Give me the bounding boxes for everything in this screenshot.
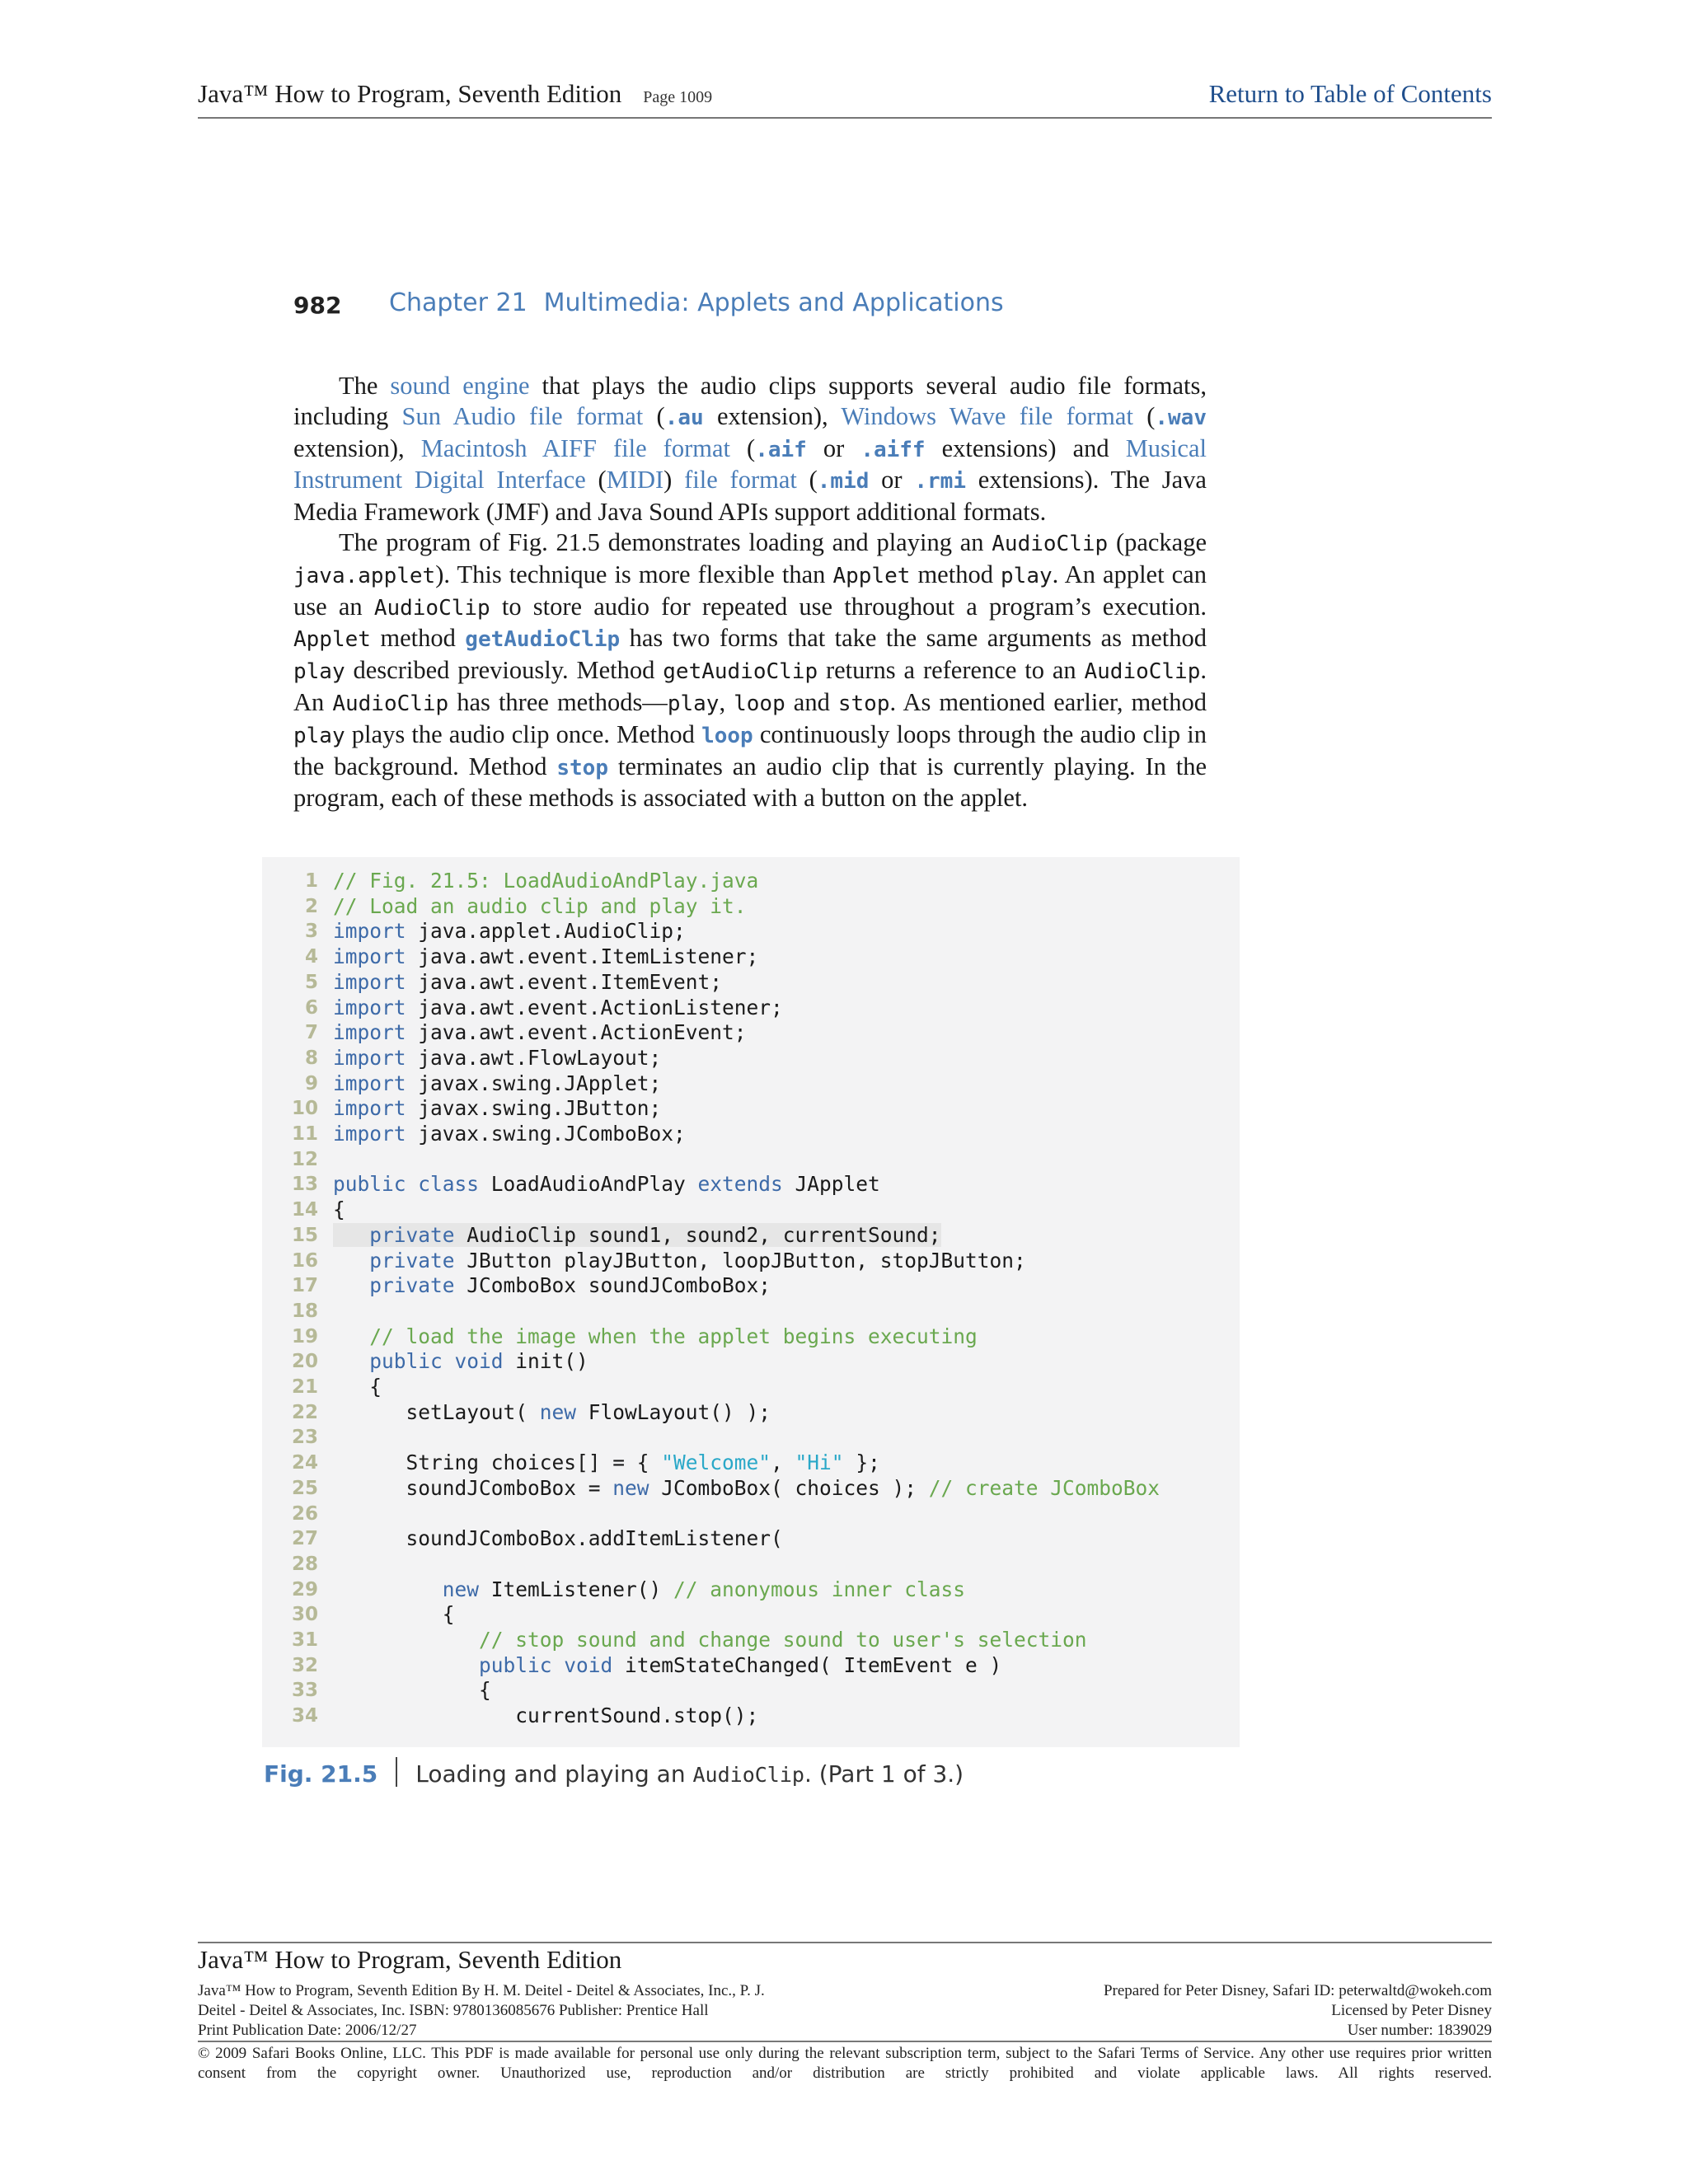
code-token: java.awt.event.ItemEvent; <box>406 969 723 994</box>
code-term: java.applet <box>293 563 436 588</box>
code-keyword: import <box>333 1020 406 1045</box>
top-header <box>198 76 1492 119</box>
chapter-title: Multimedia: Applets and Applications <box>543 288 1004 317</box>
code-text <box>333 1678 491 1702</box>
code-token: LoadAudioAndPlay <box>479 1172 698 1197</box>
line-number: 30 <box>291 1604 318 1626</box>
code-keyword: private <box>369 1273 455 1298</box>
code-text <box>333 1249 1026 1272</box>
code-text <box>333 1476 1160 1500</box>
text: extensions) and <box>925 434 1126 462</box>
code-line <box>262 1147 1240 1173</box>
return-to-toc-link[interactable]: Return to Table of Contents <box>1208 79 1492 108</box>
code-token: JApplet <box>782 1172 880 1197</box>
term-sun-audio: Sun Audio file format <box>401 401 644 430</box>
ext-aiff: .aiff <box>860 437 926 462</box>
code-term: Applet <box>293 627 371 653</box>
code-token: setLayout( <box>333 1399 540 1424</box>
ext-mid: .mid <box>817 469 870 494</box>
code-text <box>333 1628 1087 1652</box>
line-number: 22 <box>291 1401 318 1423</box>
code-term: stop <box>837 691 890 716</box>
code-comment: // stop sound and change sound to user's selection <box>479 1628 1087 1652</box>
code-token: , <box>771 1451 795 1475</box>
line-number: 2 <box>304 895 318 917</box>
code-text <box>333 1349 588 1373</box>
code-text <box>333 1122 686 1146</box>
text: ). This technique is more flexible than <box>435 560 833 588</box>
text: extension), <box>293 434 421 462</box>
code-token <box>333 1628 479 1652</box>
code-line <box>262 1653 1240 1679</box>
text: (package <box>1108 527 1207 556</box>
code-token: String choices[] = { <box>333 1451 662 1475</box>
text: described previously. Method <box>345 656 663 685</box>
code-token: ItemListener() <box>479 1577 674 1601</box>
code-token: JComboBox( choices ); <box>649 1475 929 1500</box>
code-line <box>262 919 1240 944</box>
ext-au: .au <box>664 405 704 430</box>
footer-divider <box>198 2041 1492 2042</box>
code-term: AudioClip <box>332 691 449 716</box>
code-token <box>333 1324 369 1348</box>
text: . As mentioned earlier, method <box>889 687 1207 716</box>
line-number: 9 <box>304 1072 318 1094</box>
code-listing <box>262 857 1240 1747</box>
book-title-text: Java™ How to Program, Seventh Edition <box>198 79 622 108</box>
code-token <box>333 1249 369 1272</box>
code-token: JComboBox soundJComboBox; <box>454 1273 771 1298</box>
text: terminates an audio clip that is currently playing. In the program, each of these methods is associated with a button on the applet. <box>293 752 1207 813</box>
text: has two forms that take the same arguments as method <box>620 624 1207 653</box>
code-line <box>262 1223 1240 1249</box>
paragraph-2 <box>293 527 1207 813</box>
text: continuously loops through the audio clip in the background. Method <box>293 719 1207 780</box>
line-number: 33 <box>291 1680 318 1702</box>
code-comment: // Fig. 21.5: LoadAudioAndPlay.java <box>333 869 759 893</box>
code-line <box>262 1273 1240 1299</box>
code-text <box>333 1526 783 1550</box>
code-text <box>333 1451 880 1474</box>
code-keyword: public void <box>369 1349 504 1374</box>
code-term: Applet <box>832 563 911 588</box>
text: has three methods— <box>448 687 668 716</box>
code-line <box>262 1476 1240 1502</box>
paragraph-1 <box>293 371 1207 527</box>
ext-wav: .wav <box>1155 405 1207 430</box>
code-term: play <box>293 659 345 685</box>
line-number: 5 <box>304 971 318 993</box>
text: ( <box>1132 401 1156 430</box>
text: returns a reference to an <box>818 656 1085 685</box>
footer-left-line: Deitel - Deitel & Associates, Inc. ISBN: 9780136085676 Publisher: Prentice Hall <box>198 2002 709 2019</box>
code-text <box>333 1324 978 1348</box>
code-token <box>333 1653 479 1677</box>
code-token: { <box>333 1678 491 1703</box>
code-token <box>333 1273 369 1297</box>
code-token: { <box>333 1375 382 1399</box>
code-text <box>333 1577 965 1601</box>
line-number: 21 <box>291 1376 318 1398</box>
ext-rmi: .rmi <box>914 469 966 494</box>
code-keyword: import <box>333 995 406 1019</box>
code-keyword: public void <box>479 1652 613 1677</box>
code-string: "Hi" <box>795 1451 844 1475</box>
line-number: 13 <box>291 1174 318 1196</box>
code-token <box>333 1223 369 1247</box>
line-number: 26 <box>291 1502 318 1525</box>
code-token: { <box>333 1602 455 1627</box>
code-token: soundJComboBox = <box>333 1475 613 1500</box>
code-keyword: import <box>333 919 406 944</box>
line-number: 24 <box>291 1452 318 1474</box>
footer-right-line: Licensed by Peter Disney <box>1331 2002 1492 2019</box>
line-number: 16 <box>291 1249 318 1272</box>
code-keyword: import <box>333 1122 406 1146</box>
footer-title: Java™ How to Program, Seventh Edition <box>198 1945 622 1974</box>
line-number: 18 <box>291 1300 318 1322</box>
code-line <box>262 1628 1240 1653</box>
code-term: AudioClip <box>992 531 1109 556</box>
page-label: Page 1009 <box>643 88 713 106</box>
code-line <box>262 894 1240 920</box>
code-keyword: import <box>333 1071 406 1095</box>
text: ( <box>796 466 818 494</box>
caption-text: Loading and playing an <box>415 1760 693 1788</box>
term-windows-wave: Windows Wave file format <box>841 401 1133 430</box>
code-keyword: extends <box>697 1172 783 1197</box>
code-term: loop <box>734 691 785 716</box>
code-keyword: new <box>442 1577 480 1601</box>
line-number: 1 <box>304 870 318 892</box>
code-line <box>262 1046 1240 1071</box>
code-text <box>333 944 758 968</box>
term-midi-full: Musical Instrument Digital Interface <box>293 434 1207 494</box>
text: extensions). The Java Media Framework (JMF) and Java Sound APIs support additional formats. <box>293 466 1207 527</box>
code-token: itemStateChanged( ItemEvent e ) <box>612 1652 1002 1677</box>
code-line <box>262 944 1240 970</box>
caption-code: AudioClip <box>692 1763 804 1787</box>
figure-caption <box>264 1757 964 1795</box>
code-line <box>262 1299 1240 1324</box>
line-number: 20 <box>291 1351 318 1373</box>
text: The program of Fig. 21.5 demonstrates loading and playing an <box>339 527 992 556</box>
ext-aif: .aif <box>755 437 807 462</box>
code-keyword: import <box>333 1045 406 1070</box>
code-token: currentSound.stop(); <box>333 1704 759 1728</box>
book-title <box>198 79 712 109</box>
code-line <box>262 1678 1240 1704</box>
code-line <box>262 1249 1240 1274</box>
code-term: play <box>667 691 720 716</box>
code-keyword: new <box>539 1399 577 1424</box>
code-keyword: public class <box>333 1172 480 1197</box>
code-keyword: new <box>612 1475 649 1500</box>
code-term-stop: stop <box>556 755 608 780</box>
chapter-heading <box>389 288 1004 317</box>
code-token: javax.swing.JComboBox; <box>406 1122 686 1146</box>
code-token: java.awt.event.ItemListener; <box>406 944 759 969</box>
code-text <box>333 1704 758 1727</box>
code-term-getaudioclip: getAudioClip <box>465 627 621 653</box>
line-number: 11 <box>291 1123 318 1145</box>
text: ( <box>643 401 665 430</box>
text: ( <box>729 434 756 462</box>
code-token: init() <box>503 1349 588 1374</box>
caption-divider <box>396 1757 397 1787</box>
code-token <box>333 1349 369 1373</box>
code-text <box>333 1197 345 1221</box>
code-keyword: import <box>333 1096 406 1121</box>
code-comment: // Load an audio clip and play it. <box>333 893 747 918</box>
code-token: JButton playJButton, loopJButton, stopJButton; <box>454 1248 1026 1272</box>
code-term: getAudioClip <box>663 659 818 685</box>
code-line <box>262 1502 1240 1527</box>
code-token: { <box>333 1197 345 1222</box>
code-token: javax.swing.JApplet; <box>406 1071 662 1095</box>
line-number: 19 <box>291 1325 318 1347</box>
code-token: FlowLayout() ); <box>576 1399 771 1424</box>
code-token: java.awt.FlowLayout; <box>406 1045 662 1070</box>
text: or <box>806 434 861 462</box>
code-comment: // anonymous inner class <box>673 1577 966 1601</box>
code-text <box>333 1020 747 1044</box>
code-line <box>262 1375 1240 1400</box>
code-token <box>333 1577 443 1601</box>
code-token: java.awt.event.ActionListener; <box>406 995 783 1019</box>
footer-license-info <box>1104 1981 1492 2041</box>
code-text <box>333 1400 771 1424</box>
code-text <box>333 1223 941 1247</box>
line-number: 10 <box>291 1098 318 1120</box>
code-term: AudioClip <box>1084 659 1201 685</box>
caption-text-after: . (Part 1 of 3.) <box>804 1760 964 1788</box>
text: extension), <box>703 401 842 430</box>
code-text <box>333 1096 661 1120</box>
line-number: 29 <box>291 1578 318 1601</box>
figure-label: Fig. 21.5 <box>264 1760 378 1788</box>
chapter-number: Chapter 21 <box>389 288 528 317</box>
term-sound-engine: sound engine <box>390 372 530 400</box>
text: to store audio for repeated use throughout a program’s execution. <box>490 592 1207 621</box>
code-text <box>333 919 686 943</box>
code-line <box>262 1122 1240 1147</box>
footer-right-line: Prepared for Peter Disney, Safari ID: peterwaltd@wokeh.com <box>1103 1982 1492 1999</box>
code-line <box>262 869 1240 894</box>
page-number: 982 <box>293 292 342 319</box>
code-line <box>262 1577 1240 1603</box>
code-keyword: import <box>333 944 406 969</box>
code-keyword: private <box>369 1248 455 1272</box>
code-term: play <box>293 723 345 748</box>
text: method <box>910 560 1001 588</box>
code-token: }; <box>843 1451 880 1475</box>
code-comment: // create JComboBox <box>928 1475 1160 1500</box>
code-line <box>262 1197 1240 1223</box>
line-number: 31 <box>291 1629 318 1651</box>
line-number: 3 <box>304 921 318 943</box>
code-line <box>262 1349 1240 1375</box>
line-number: 14 <box>291 1199 318 1221</box>
code-line <box>262 1071 1240 1097</box>
code-line <box>262 1400 1240 1426</box>
code-token: soundJComboBox.addItemListener( <box>333 1526 783 1551</box>
code-text <box>333 1273 771 1297</box>
code-text <box>333 1172 880 1196</box>
code-comment: // load the image when the applet begins executing <box>369 1324 978 1348</box>
term-mac-aiff: Macintosh AIFF file format <box>420 434 730 462</box>
code-term: AudioClip <box>373 595 490 621</box>
footer-right-line: User number: 1839029 <box>1347 2022 1492 2039</box>
text: that plays the audio clips supports several audio file formats, including <box>293 372 1207 430</box>
code-line <box>262 1602 1240 1628</box>
text: , <box>719 687 734 716</box>
footer-copyright: © 2009 Safari Books Online, LLC. This PDF is made available for personal use only during the relevant subscription term, subject to the Safari Terms of Service. Any other use requires prior written consent from the copyright owner. Unauthorized use, reproduction and/or distribution are strictly prohibited and violate applicable laws. All rights reserved. <box>198 2045 1492 2082</box>
code-line <box>262 1096 1240 1122</box>
line-number: 32 <box>291 1654 318 1676</box>
text: or <box>869 466 915 494</box>
footer-publication-info <box>198 1981 765 2041</box>
text: ( <box>585 466 607 494</box>
term-midi: MIDI <box>606 466 664 494</box>
body-text <box>293 371 1207 813</box>
text: . An applet can use an <box>293 560 1207 621</box>
text: . An <box>293 656 1207 716</box>
text: method <box>370 624 466 653</box>
code-text <box>333 1071 661 1095</box>
code-text <box>333 894 747 918</box>
code-line <box>262 996 1240 1021</box>
code-line <box>262 1526 1240 1552</box>
line-number: 17 <box>291 1275 318 1297</box>
text: The <box>339 372 391 400</box>
code-line <box>262 1324 1240 1350</box>
footer-left-line: Print Publication Date: 2006/12/27 <box>198 2022 417 2039</box>
line-number: 12 <box>291 1148 318 1170</box>
code-text <box>333 869 758 893</box>
code-line <box>262 1425 1240 1451</box>
line-number: 27 <box>291 1528 318 1550</box>
code-token: AudioClip sound1, sound2, currentSound; <box>454 1222 941 1247</box>
text: ) <box>663 466 685 494</box>
code-text <box>333 996 783 1019</box>
code-token: java.awt.event.ActionEvent; <box>406 1020 747 1045</box>
code-line <box>262 1451 1240 1476</box>
line-number: 15 <box>291 1224 318 1246</box>
code-line <box>262 1172 1240 1197</box>
code-text <box>333 1046 661 1070</box>
code-text <box>333 1653 1001 1677</box>
text: plays the audio clip once. Method <box>345 719 702 748</box>
line-number: 8 <box>304 1047 318 1069</box>
code-line <box>262 1704 1240 1729</box>
code-text <box>333 970 722 994</box>
line-number: 23 <box>291 1427 318 1449</box>
footer <box>198 1942 1492 2082</box>
code-text <box>333 1375 382 1399</box>
code-string: "Welcome" <box>661 1451 771 1475</box>
code-line <box>262 970 1240 996</box>
code-term: play <box>1001 563 1053 588</box>
line-number: 6 <box>304 996 318 1019</box>
code-keyword: import <box>333 969 406 994</box>
line-number: 4 <box>304 946 318 968</box>
line-number: 28 <box>291 1553 318 1575</box>
line-number: 25 <box>291 1477 318 1499</box>
code-line <box>262 1552 1240 1577</box>
code-token: java.applet.AudioClip; <box>406 919 686 944</box>
line-number: 7 <box>304 1022 318 1044</box>
text: and <box>785 687 838 716</box>
code-line <box>262 1020 1240 1046</box>
line-number: 34 <box>291 1705 318 1727</box>
footer-left-line: Java™ How to Program, Seventh Edition By H. M. Deitel - Deitel & Associates, Inc., P. J. <box>198 1982 765 1999</box>
code-term-loop: loop <box>701 723 753 748</box>
code-keyword: private <box>369 1222 455 1247</box>
code-token: javax.swing.JButton; <box>406 1096 662 1121</box>
term-file-format: file format <box>684 466 797 494</box>
code-text <box>333 1602 455 1626</box>
